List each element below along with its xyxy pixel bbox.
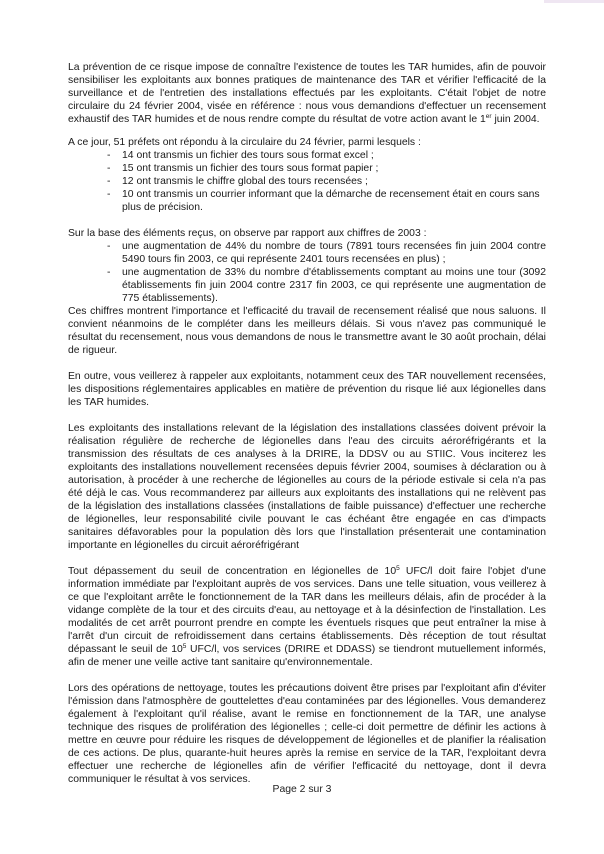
paragraph-text: La prévention de ce risque impose de connaître l'existence de toutes les TAR humides, afin de pouvoir sensibiliser les exploitants aux bonnes pratiques de maintenance des TAR et vérifier l'efficacité de la surveillance et de l'entretien des installations effectués par les exploitants. C'était l'objet de notre circulaire du 24 février 2004, visée en référence : nous vous demandions d'effectuer un recensement exhaustif des TAR humides et de nous rendre compte du résultat de votre action avant le 1 — [68, 62, 546, 125]
scan-artifact — [544, 0, 604, 3]
paragraph-regulatory-reminder: En outre, vous veillerez à rappeler aux exploitants, notamment ceux des TAR nouvellement recensées, les dispositions réglementaires applicables en matière de prévention du risque lié aux légionelles dans les TAR humides. — [68, 371, 546, 408]
superscript: 5 — [396, 565, 400, 572]
list-item — [107, 240, 546, 266]
superscript: er — [485, 113, 492, 120]
paragraph-text: juin 2004. — [491, 114, 540, 125]
paragraph-2003-comparison-intro: Sur la base des éléments reçus, on observe par rapport aux chiffres de 2003 : — [68, 228, 427, 239]
dash-bullet-icon: - — [107, 241, 111, 252]
dash-bullet-icon: - — [107, 189, 111, 200]
list-item — [107, 266, 546, 305]
paragraph-text: Tout dépassement du seuil de concentration en légionelles de 10 — [68, 566, 397, 577]
comparison-list — [68, 240, 546, 305]
dash-bullet-icon: - — [107, 150, 111, 161]
paragraph-prefect-responses-intro: A ce jour, 51 préfets ont répondu à la circulaire du 24 février, parmi lesquels : — [68, 137, 421, 148]
prefect-responses-list — [68, 149, 546, 214]
list-item-text: une augmentation de 33% du nombre d'établissements comptant au moins une tour (3092 établissements fin juin 2004 contre 2317 fin 2003, ce qui représente une augmentation de 775 établissements). — [122, 267, 546, 304]
superscript: 5 — [182, 643, 187, 650]
list-item — [107, 175, 546, 188]
paragraph-census-conclusion: Ces chiffres montrent l'importance et l'efficacité du travail de recensement réalisé que nous saluons. Il convient néanmoins de le compléter dans les meilleurs délais. Si vous n'avez pas communiqué le résultat du recensement, nous vous demandons de nous le transmettre avant le 30 août prochain, délai de rigueur. — [68, 306, 546, 356]
dash-bullet-icon: - — [107, 267, 111, 278]
dash-bullet-icon: - — [107, 163, 111, 174]
paragraph-census-objective — [68, 61, 546, 126]
paragraph-threshold-exceedance — [68, 565, 546, 669]
page-number: Page 2 sur 3 — [272, 784, 332, 795]
list-item-text: 15 ont transmis un fichier des tours sous format papier ; — [122, 163, 379, 174]
document-body — [68, 61, 546, 786]
paragraph-text: UFC/l doit faire l'objet d'une information immédiate par l'exploitant auprès de vos services. Dans une telle situation, vous veillerez à ce que l'exploitant arrête le fonctionnement de la TAR dans les meilleurs délais, afin de procéder à la vidange complète de la tour et des circuits d'eau, au nettoyage et à la désinfection de l'installation. Les modalités de cet arrêt pourront prendre en compte les éventuels risques que peut entraîner la mise à l'arrêt d'un circuit de refroidissement dans certains établissements. Dès réception de tout résultat dépassant le seuil de 10 — [68, 566, 546, 655]
list-item-text: 10 ont transmis un courrier informant que la démarche de recensement était en cours sans plus de précision. — [122, 189, 540, 213]
list-item — [107, 188, 546, 214]
list-item-text: 14 ont transmis un fichier des tours sous format excel ; — [122, 150, 374, 161]
dash-bullet-icon: - — [107, 176, 111, 187]
list-item — [107, 162, 546, 175]
list-item-text: une augmentation de 44% du nombre de tours (7891 tours recensées fin juin 2004 contre 5490 tours fin 2003, ce qui représente 2401 tours recensées en plus) ; — [122, 241, 546, 265]
list-item-text: 12 ont transmis le chiffre global des tours recensées ; — [122, 176, 368, 187]
list-item — [107, 149, 546, 162]
paragraph-operator-obligations: Les exploitants des installations relevant de la législation des installations classées doivent prévoir la réalisation régulière de recherche de légionelles dans l'eau des circuits aéroréfrigérants et la transmission des résultats de ces analyses à la DRIRE, la DDSV ou au STIIC. Vous inciterez les exploitants des installations nouvellement recensées depuis février 2004, soumises à déclaration ou à autorisation, à procéder à une recherche de légionelles au cours de la période estivale si cela n'a pas été déjà le cas. Vous recommanderez par ailleurs aux exploitants des installations qui ne relèvent pas de la législation des installations classées (installations de faible puissance) d'effectuer une recherche de légionelles, leur responsabilité civile pouvant le cas échéant être engagée en cas d'impacts sanitaires défavorables pour la population dès lors que l'installation présenterait une contamination importante en légionelles du circuit aéroréfrigérant — [68, 423, 546, 551]
paragraph-text: UFC/l, vos services (DRIRE et DDASS) se tiendront mutuellement informés, afin de mener une veille active tant sanitaire qu'environnementale. — [68, 644, 546, 668]
paragraph-cleaning-operations: Lors des opérations de nettoyage, toutes les précautions doivent être prises par l'exploitant afin d'éviter l'émission dans l'atmosphère de gouttelettes d'eau contaminées par des légionelles. Vous demanderez également à l'exploitant qu'il réalise, avant le remise en fonctionnement de la TAR, une analyse technique des risques de prolifération des légionelles ; celle-ci doit permettre de définir les actions à mettre en œuvre pour réduire les risques de développement de légionelles et de planifier la réalisation de ces actions. De plus, quarante-huit heures après la remise en service de la TAR, l'exploitant devra effectuer une recherche de légionelles afin de vérifier l'efficacité du nettoyage, dont il devra communiquer le résultat à vos services. — [68, 683, 546, 785]
